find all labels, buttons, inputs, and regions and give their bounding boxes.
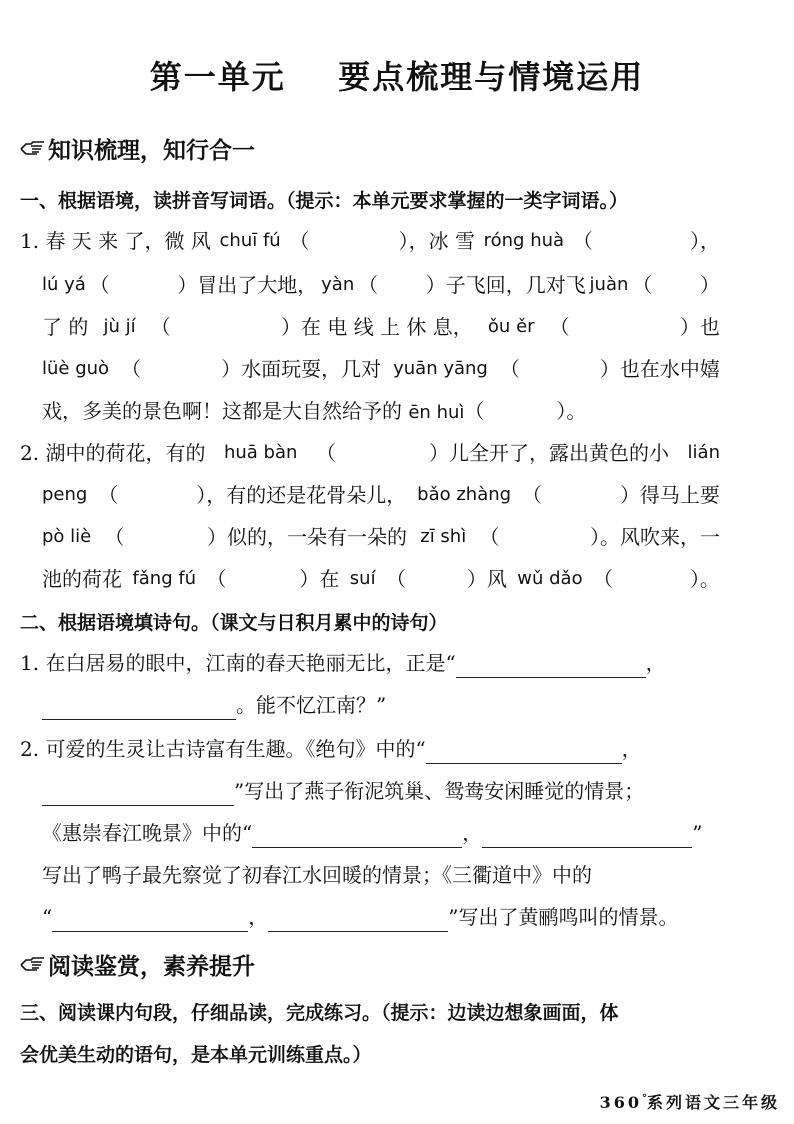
q1-item1-line5: 戏，多美的景色啊！这都是大自然给予的 ēn huì（ ）。 [42,399,587,423]
answer-underline[interactable] [42,783,234,806]
answer-blank[interactable] [138,522,194,552]
q1-item1-line1: 1. 春 天 来 了，微 风 chuī fú （ ），冰 雪 róng huà （ ）， [20,226,720,256]
answer-underline[interactable] [252,825,462,848]
section-heading-label: 知识梳理，知行合一 [48,138,255,164]
page-footer [600,1090,780,1113]
section-heading-label: 阅读鉴赏，素养提升 [48,954,255,980]
answer-blank[interactable] [237,564,289,594]
answer-underline[interactable] [42,697,236,720]
pinyin: zī shì [420,526,467,547]
answer-underline[interactable] [268,909,448,932]
answer-blank[interactable] [382,270,422,300]
pinyin: bǎo zhàng [417,484,512,505]
q2-item2-line4: 写出了鸭子最先察觉了初春江水回暖的情景；《三衢道中》中的 [42,863,592,887]
page-title: 第一单元 要点梳理与情境运用 [149,58,645,96]
pinyin: fǎng fú [132,568,197,589]
footer-series-number: 360 [599,1093,642,1112]
q2-item2-line2: ”写出了燕子衔泥筑巢、鸳鸯安闲睡觉的情景； [42,776,720,806]
pinyin: yuān yāng [393,358,488,379]
q1-item1-line3: 了 的 jù jí （ ）在 电 线 上 休 息， ǒu ěr （ ）也 [42,312,720,342]
pinyin: wǔ dǎo [517,568,583,589]
q1-item2-line3: pò liè （ ）似的，一朵有一朵的 zī shì （ ）。风吹来，一 [42,522,720,552]
q1-item2-line1: 2. 湖中的荷花，有的 huā bàn （ ）儿全开了，露出黄色的小 lián [20,438,720,468]
answer-underline[interactable] [482,825,692,848]
q2-item2-line1: 2. 可爱的生灵让古诗富有生趣。《绝句》中的“ ， [20,734,720,764]
question-2-heading: 二、根据语境填诗句。（课文与日积月累中的诗句） [20,612,448,634]
pinyin: ēn huì [408,402,465,423]
answer-blank[interactable] [513,522,577,552]
answer-blank[interactable] [553,480,609,510]
answer-blank[interactable] [532,354,588,384]
answer-blank[interactable] [354,438,410,468]
answer-blank[interactable] [186,312,266,342]
q1-item1-line2: lú yá （ ）冒出了大地， yàn （ ）子飞回，几对飞 juàn （ ） [42,270,720,300]
answer-blank[interactable] [601,226,681,256]
q2-item1-line2: 。能不忆江南？” [42,690,720,720]
q2-item2-line5: “ ， ”写出了黄鹂鸣叫的情景。 [42,902,720,932]
question-3-heading-line1: 三、阅读课内句段，仔细品读，完成练习。（提示：边读边想象画面，体 [20,1002,619,1024]
pinyin: ǒu ěr [487,316,535,337]
pointing-hand-icon [20,140,46,158]
answer-blank[interactable] [656,270,696,300]
pinyin: lüè guò [42,358,110,379]
pinyin: pò liè [42,526,92,547]
q1-item1-line4: lüè guò （ ）水面玩耍，几对 yuān yāng （ ）也在水中嬉 [42,354,720,384]
footer-degree: ° [641,1093,647,1105]
pinyin: róng huà [483,230,565,251]
answer-blank[interactable] [129,480,185,510]
answer-blank[interactable] [416,564,456,594]
question-3-heading-line2: 会优美生动的语句，是本单元训练重点。） [20,1044,372,1066]
answer-blank[interactable] [153,354,209,384]
q2-item2-line3: 《惠崇春江晚景》中的“ ， ” [42,818,720,848]
answer-underline[interactable] [456,655,646,678]
q2-item1-line1: 1. 在白居易的眼中，江南的春天艳丽无比，正是“ ， [20,648,720,678]
q1-item2-line2: peng （ ），有的还是花骨朵儿， bǎo zhàng （ ）得马上要 [42,480,720,510]
pinyin: huā bàn [223,442,298,463]
pinyin: lián [687,442,720,463]
pinyin: peng [42,484,88,505]
answer-underline[interactable] [52,909,248,932]
q1-item2-line4: 池的荷花 fǎng fú （ ）在 suí （ ）风 wǔ dǎo （ ）。 [42,564,720,594]
pinyin: suí [349,568,376,589]
answer-underline[interactable] [426,741,622,764]
answer-blank[interactable] [318,226,390,256]
pointing-hand-icon [20,956,46,974]
pinyin: jù jí [103,316,136,337]
question-1-heading: 一、根据语境，读拼音写词语。（提示：本单元要求掌握的一类字词语。） [20,190,629,212]
section-heading-reading [20,948,255,981]
pinyin: lú yá [42,274,86,295]
pinyin: juàn [589,274,629,295]
pinyin: chuī fú [219,230,281,251]
section-heading-knowledge [20,132,255,165]
answer-blank[interactable] [113,270,173,300]
footer-series-text: 系列语文三年级 [646,1093,780,1112]
pinyin: yàn [321,274,355,295]
answer-blank[interactable] [623,564,679,594]
answer-blank[interactable] [585,312,665,342]
